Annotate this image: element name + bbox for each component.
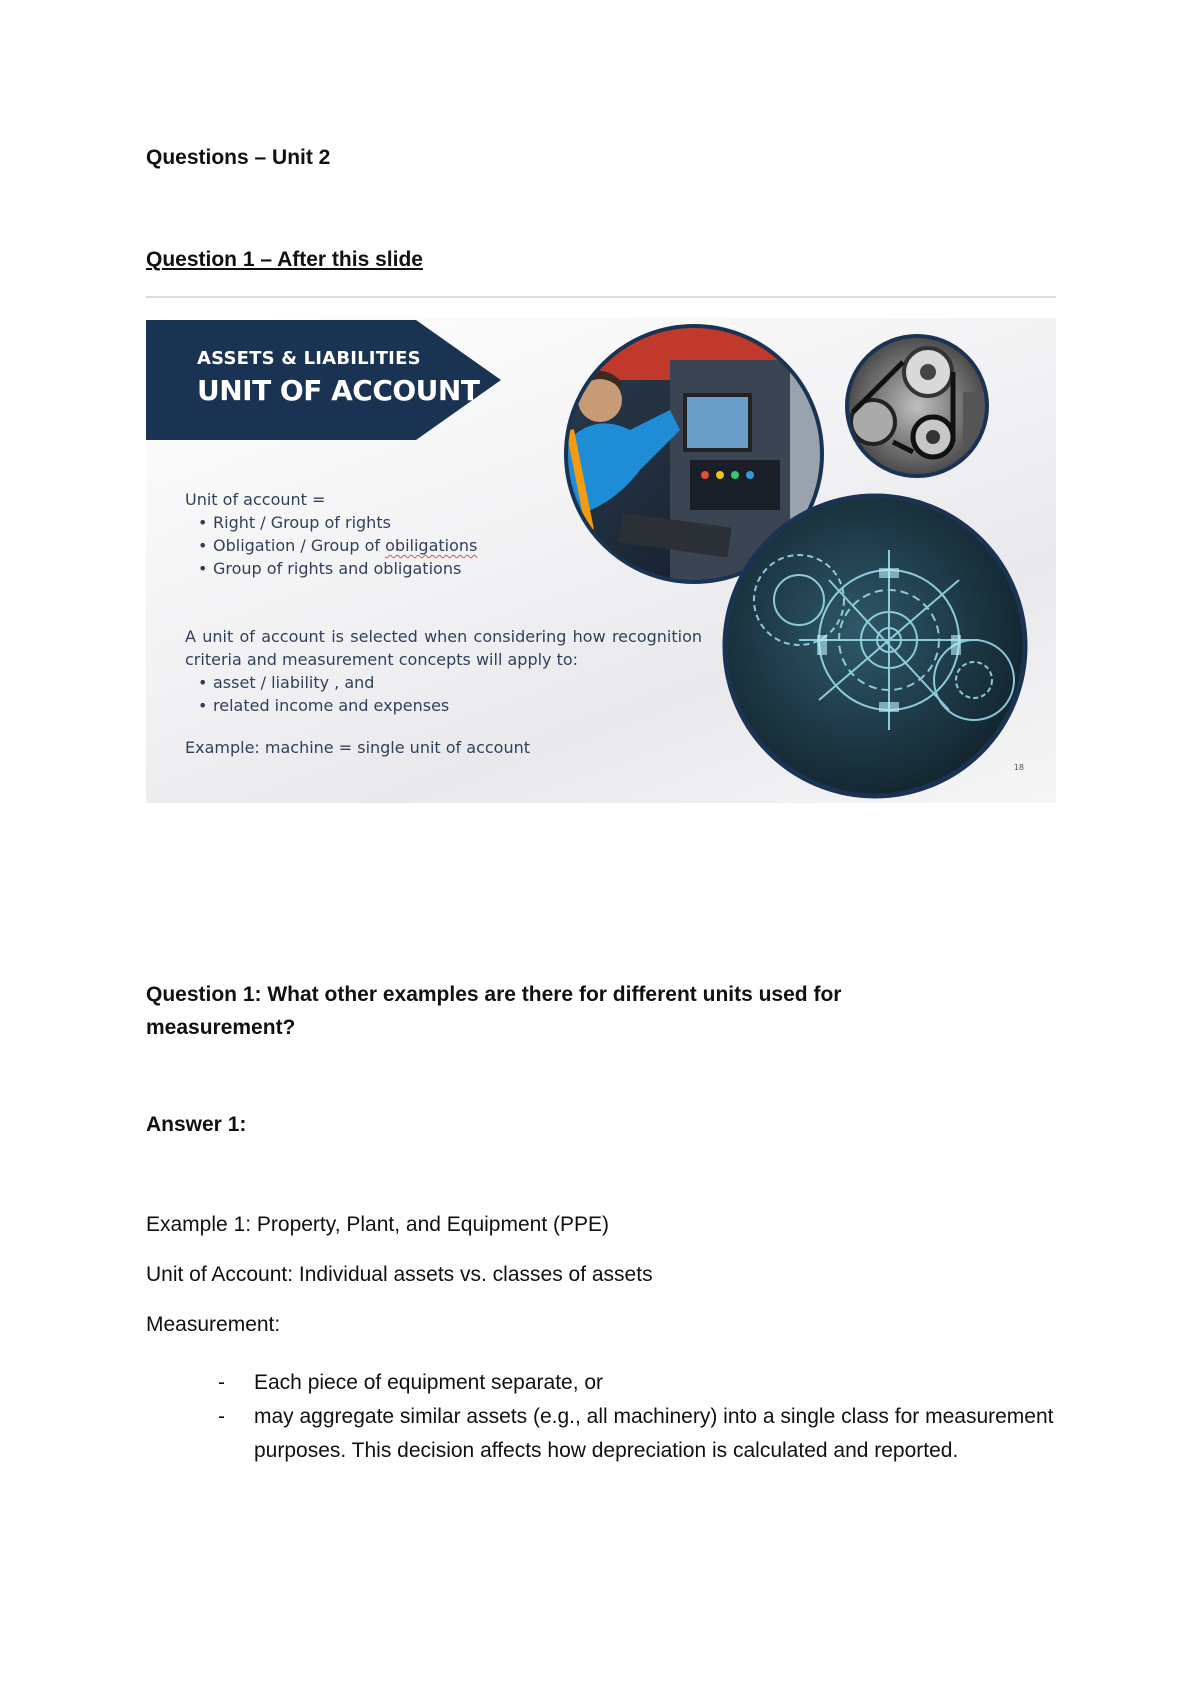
- slide-example: Example: machine = single unit of account: [185, 738, 531, 757]
- list-item-text: Each piece of equipment separate, or: [254, 1371, 604, 1394]
- list-item-text: may aggregate similar assets (e.g., all machinery) into a single class for measurement purposes. This decision affects how depreciation is calculated and reported.: [254, 1405, 1054, 1462]
- definition-intro: Unit of account =: [185, 490, 326, 509]
- slide-paragraph: A unit of account is selected when considering how recognition criteria and measurement concepts will apply to:: [185, 627, 702, 669]
- measurement-list: [218, 1366, 1058, 1468]
- measurement-label: Measurement:: [146, 1313, 281, 1336]
- document-title: Questions – Unit 2: [146, 146, 331, 169]
- list-item: [218, 1366, 1058, 1400]
- slide-kicker: ASSETS & LIABILITIES: [197, 348, 421, 369]
- list-item: [218, 1400, 1058, 1468]
- spellcheck-flag: obiligations: [385, 536, 478, 555]
- answer-label: Answer 1:: [146, 1113, 247, 1136]
- definition-item: • Obligation / Group of obiligations: [185, 534, 477, 557]
- unit-of-account-line: Unit of Account: Individual assets vs. classes of assets: [146, 1263, 653, 1286]
- definition-item: • Group of rights and obligations: [185, 557, 477, 580]
- list-dash: -: [218, 1405, 225, 1428]
- question-heading: Question 1 – After this slide: [146, 248, 423, 271]
- engine-photo: [843, 332, 991, 480]
- apply-block: [185, 625, 702, 717]
- list-dash: -: [218, 1371, 225, 1394]
- definition-block: [185, 488, 477, 580]
- slide-image: [146, 318, 1056, 803]
- slide-title: UNIT OF ACCOUNT: [197, 374, 480, 407]
- apply-item: • asset / liability , and: [185, 671, 702, 694]
- slide-page-number: 18: [1013, 763, 1024, 772]
- divider: [146, 296, 1056, 298]
- apply-item: • related income and expenses: [185, 694, 702, 717]
- gears-photo: [719, 490, 1031, 802]
- example-title: Example 1: Property, Plant, and Equipment (PPE): [146, 1213, 610, 1236]
- question-text: Question 1: What other examples are there for different units used for measurement?: [146, 983, 842, 1039]
- definition-item: • Right / Group of rights: [185, 511, 477, 534]
